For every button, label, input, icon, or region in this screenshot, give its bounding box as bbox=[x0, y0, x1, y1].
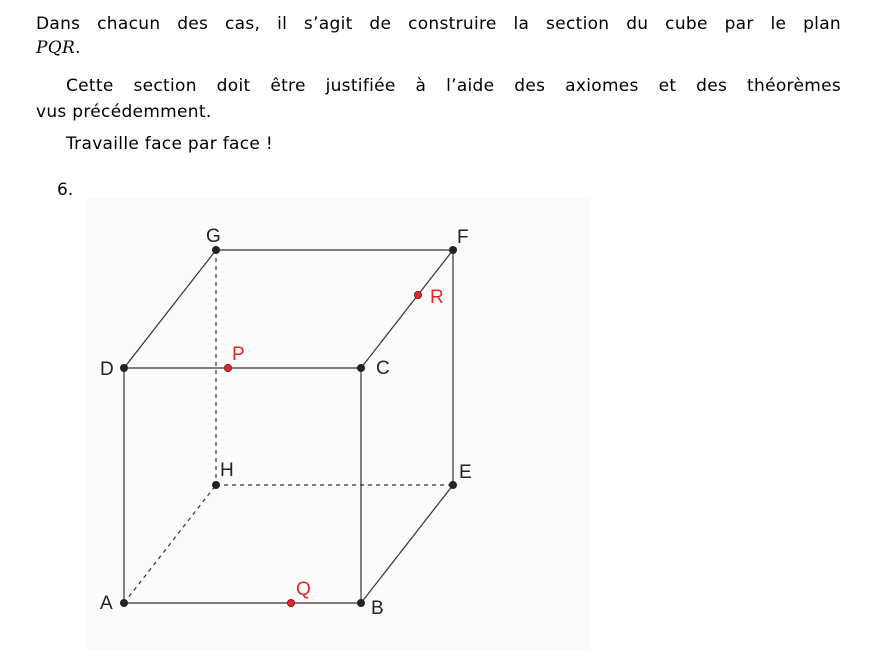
exercise-number: 6. bbox=[57, 180, 74, 200]
vertex-G bbox=[212, 246, 220, 254]
label-E: E bbox=[459, 462, 472, 483]
label-H: H bbox=[220, 460, 234, 481]
point-P bbox=[224, 364, 231, 371]
instruction-plane: PQR. bbox=[36, 38, 81, 58]
label-B: B bbox=[371, 598, 384, 619]
instruction-line-2-continued: vus précédemment. bbox=[36, 102, 212, 122]
label-A: A bbox=[100, 593, 113, 614]
edge-CF bbox=[361, 250, 453, 368]
vertex-H bbox=[212, 481, 220, 489]
vertex-D bbox=[120, 364, 128, 372]
label-D: D bbox=[100, 359, 114, 380]
label-C: C bbox=[376, 358, 390, 379]
label-P: P bbox=[232, 344, 245, 365]
vertex-C bbox=[357, 364, 365, 372]
label-F: F bbox=[457, 227, 469, 248]
label-R: R bbox=[430, 287, 444, 308]
vertex-B bbox=[357, 599, 365, 607]
plane-name: PQR bbox=[36, 38, 76, 58]
point-R bbox=[414, 291, 421, 298]
vertex-E bbox=[449, 481, 457, 489]
label-G: G bbox=[206, 226, 221, 247]
label-Q: Q bbox=[296, 579, 311, 600]
edge-BE bbox=[361, 485, 453, 603]
instruction-line-2: Cette section doit être justifiée à l’aide des axiomes et des théorèmes bbox=[66, 76, 841, 96]
point-Q bbox=[287, 599, 294, 606]
vertex-F bbox=[449, 246, 457, 254]
instruction-line-1: Dans chacun des cas, il s’agit de construire la section du cube par le plan bbox=[36, 14, 841, 34]
edge-AH bbox=[124, 485, 216, 603]
vertex-A bbox=[120, 599, 128, 607]
edge-DG bbox=[124, 250, 216, 368]
instruction-line-3: Travaille face par face ! bbox=[66, 134, 273, 154]
